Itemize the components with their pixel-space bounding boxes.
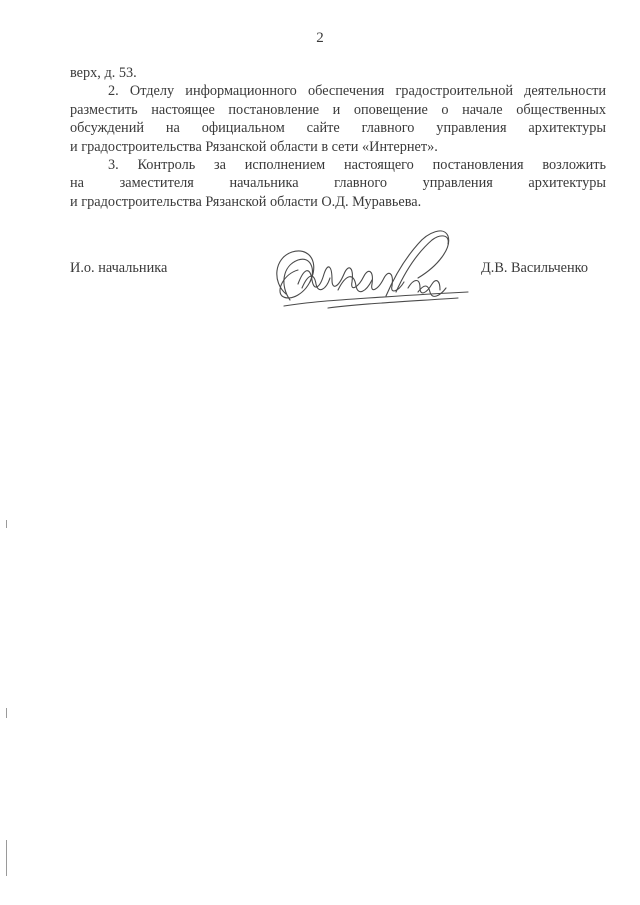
- text-line: на заместителя начальника главного управления архитектуры: [70, 175, 606, 192]
- text-line: обсуждений на официальном сайте главного управления архитектуры: [70, 120, 606, 137]
- handwritten-signature: [268, 222, 478, 322]
- text-line: и градостроительства Рязанской области в сети «Интернет».: [70, 138, 438, 155]
- text-line: и градостроительства Рязанской области О.Д. Муравьева.: [70, 193, 422, 210]
- text-line: 2. Отделу информационного обеспечения градостроительной деятельности: [108, 83, 606, 100]
- signatory-title: И.о. начальника: [70, 260, 168, 276]
- scan-artifact: [6, 520, 7, 528]
- page-number: 2: [316, 30, 324, 46]
- text-line: 3. Контроль за исполнением настоящего постановления возложить: [108, 157, 606, 174]
- scan-artifact: [6, 840, 7, 876]
- text-line: верх, д. 53.: [70, 65, 137, 81]
- document-body: [70, 64, 606, 211]
- signatory-name: Д.В. Васильченко: [481, 260, 589, 276]
- text-line: разместить настоящее постановление и оповещение о начале общественных: [70, 101, 606, 118]
- scan-artifact: [6, 708, 7, 718]
